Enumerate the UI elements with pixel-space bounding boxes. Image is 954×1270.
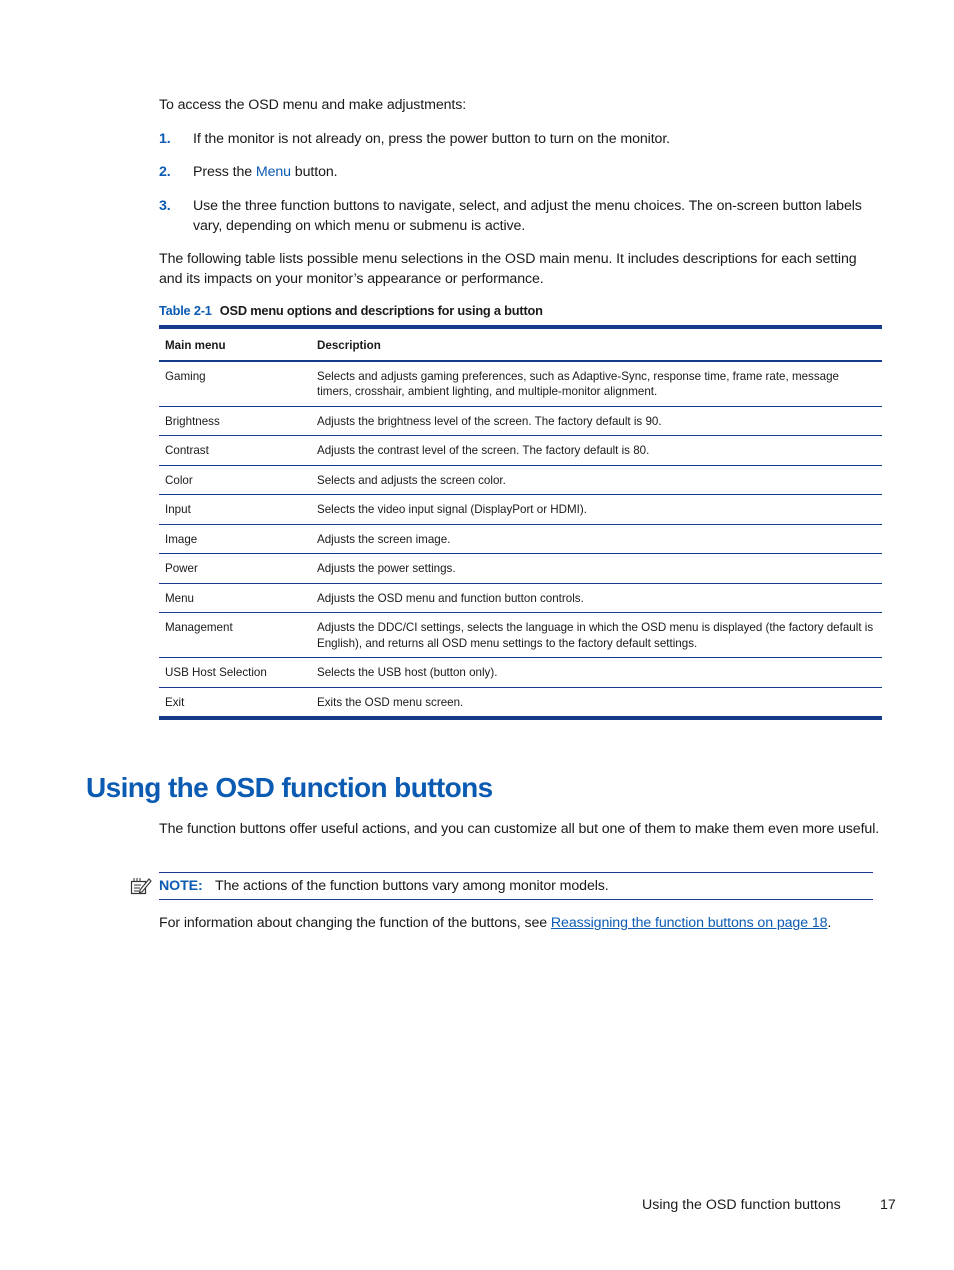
menu-cell: Contrast <box>159 436 311 466</box>
table-caption <box>159 303 543 318</box>
table-caption-label: Table 2-1 <box>159 303 212 318</box>
menu-cell: USB Host Selection <box>159 658 311 688</box>
note-label: NOTE: <box>159 878 203 894</box>
menu-cell: Management <box>159 613 311 658</box>
column-header-main-menu: Main menu <box>159 327 311 361</box>
section-intro-paragraph: The function buttons offer useful actions, and you can customize all but one of them to make them even more useful. <box>159 821 880 837</box>
table-row <box>159 613 882 658</box>
menu-cell: Image <box>159 524 311 554</box>
description-cell: Exits the OSD menu screen. <box>317 695 464 709</box>
info-text-post: . <box>827 915 832 931</box>
table-intro-paragraph: The following table lists possible menu selections in the OSD main menu. It includes descriptions for each setting and its impacts on your monitor’s appearance or performance. <box>159 251 857 287</box>
description-cell: Adjusts the power settings. <box>311 554 882 584</box>
table-row <box>159 687 882 718</box>
note-box <box>159 872 873 900</box>
description-cell: Selects the video input signal (DisplayPort or HDMI). <box>311 495 882 525</box>
description-cell: Adjusts the OSD menu and function button controls. <box>311 583 882 613</box>
column-header-description: Description <box>311 327 882 361</box>
step-number: 3. <box>159 198 171 214</box>
description-cell: Adjusts the DDC/CI settings, selects the language in which the OSD menu is displayed (the factory default is English), and returns all OSD menu settings to the factory default settings. <box>311 613 882 658</box>
info-paragraph <box>159 914 881 934</box>
step-text-pre: Press the <box>193 164 256 180</box>
table-row <box>159 658 882 688</box>
info-text-pre: For information about changing the function of the buttons, see <box>159 915 551 931</box>
menu-cell: Power <box>159 554 311 584</box>
table-caption-text: OSD menu options and descriptions for using a button <box>219 303 543 318</box>
menu-cell: Exit <box>165 695 185 709</box>
description-cell: Adjusts the brightness level of the screen. The factory default is 90. <box>311 406 882 436</box>
reassigning-buttons-link[interactable]: Reassigning the function buttons on page 18 <box>550 915 828 931</box>
step-text: Use the three function buttons to navigate, select, and adjust the menu choices. The on-screen button labels vary, depending on which menu or submenu is active. <box>193 198 862 234</box>
table-row <box>159 361 882 407</box>
intro-paragraph: To access the OSD menu and make adjustments: <box>159 97 467 113</box>
table-header-row <box>159 327 882 361</box>
table-row <box>159 524 882 554</box>
menu-cell: Menu <box>159 583 311 613</box>
note-pencil-icon <box>130 876 152 896</box>
menu-cell: Input <box>159 495 311 525</box>
description-cell: Adjusts the screen image. <box>311 524 882 554</box>
description-cell: Selects and adjusts gaming preferences, such as Adaptive-Sync, response time, frame rate, message timers, crosshair, ambient lighting, and multiple-monitor alignment. <box>311 361 882 407</box>
table-row <box>159 406 882 436</box>
table-row <box>159 436 882 466</box>
table-row <box>159 465 882 495</box>
menu-cell: Brightness <box>159 406 311 436</box>
step-number: 2. <box>159 164 171 180</box>
footer-section-title: Using the OSD function buttons <box>642 1197 841 1213</box>
step-text <box>193 163 881 183</box>
step-number: 1. <box>159 131 171 147</box>
note-text: The actions of the function buttons vary among monitor models. <box>215 878 609 894</box>
table-row <box>159 583 882 613</box>
menu-cell: Gaming <box>159 361 311 407</box>
menu-cell: Color <box>159 465 311 495</box>
step-text-post: button. <box>290 164 338 180</box>
menu-button-reference: Menu <box>255 164 291 180</box>
section-heading: Using the OSD function buttons <box>86 772 493 803</box>
table-row <box>159 495 882 525</box>
step-text: If the monitor is not already on, press the power button to turn on the monitor. <box>193 131 671 147</box>
table-row <box>159 554 882 584</box>
description-cell: Adjusts the contrast level of the screen. The factory default is 80. <box>311 436 882 466</box>
description-cell: Selects the USB host (button only). <box>311 658 882 688</box>
description-cell: Selects and adjusts the screen color. <box>311 465 882 495</box>
osd-menu-table <box>159 325 882 720</box>
footer-page-number: 17 <box>880 1197 896 1213</box>
